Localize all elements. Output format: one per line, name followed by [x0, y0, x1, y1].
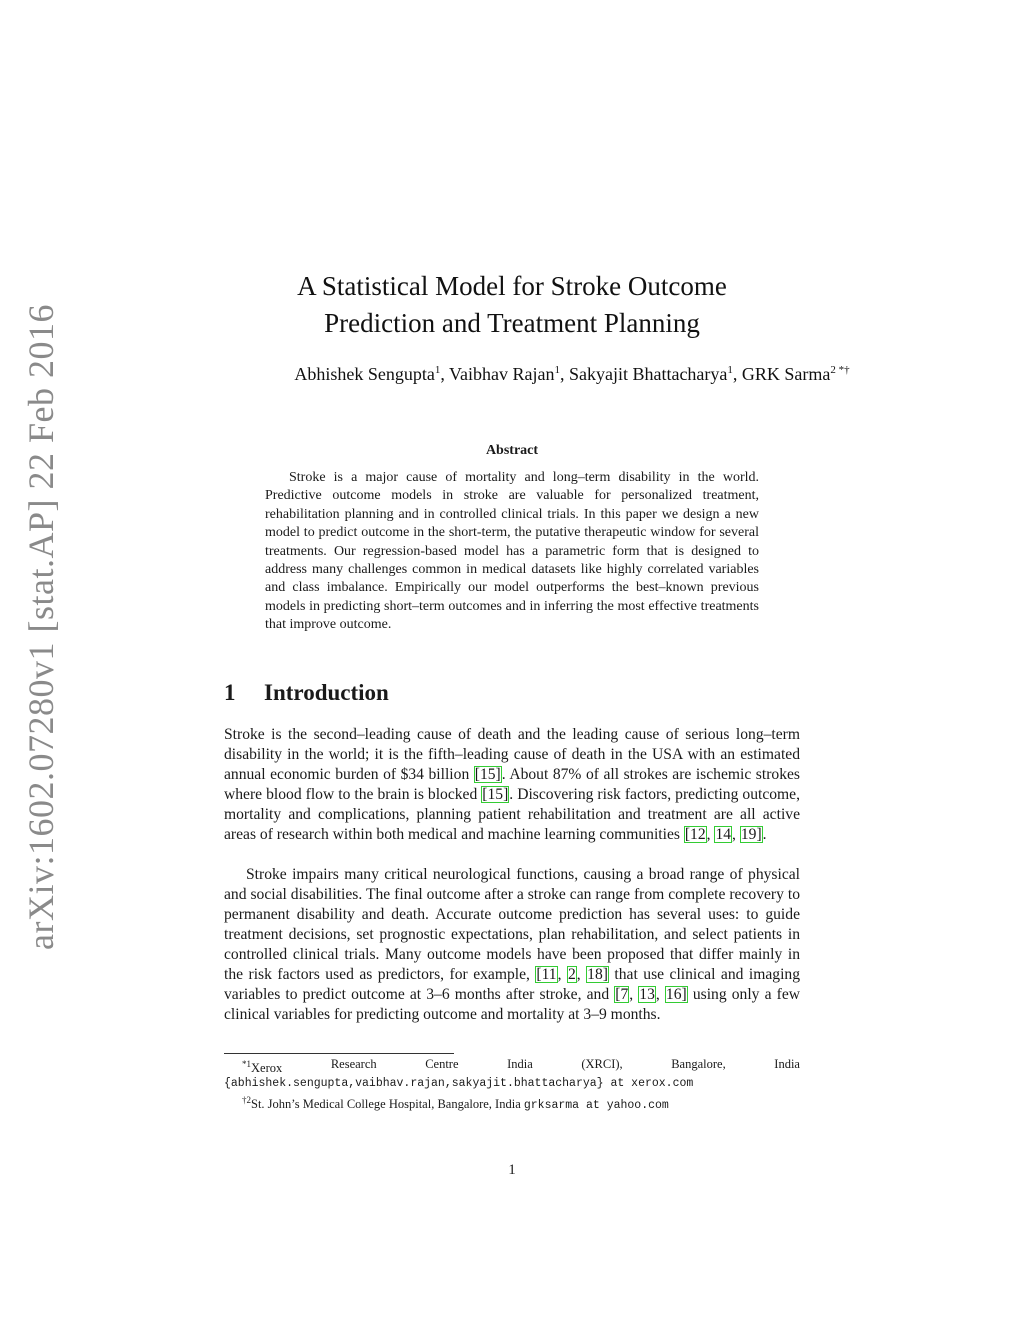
author-name: Vaibhav Rajan	[449, 364, 555, 384]
footnote-word: India	[774, 1057, 800, 1071]
title-line-2: Prediction and Treatment Planning	[324, 308, 700, 338]
paragraph-text: that use clinical and imaging variables to predict outcome at 3–6 months after stroke, and	[224, 966, 801, 1003]
citation-link[interactable]: [12	[684, 826, 706, 843]
paragraph-text: using only a few clinical variables for predicting outcome and mortality at 3–9 months.	[224, 986, 801, 1023]
footnote-1-emails: {abhishek.sengupta,vaibhav.rajan,sakyajit.bhattacharya} at xerox.com	[224, 1077, 694, 1091]
intro-paragraph-1	[224, 725, 800, 845]
paragraph-text: . Discovering risk factors, predicting outcome, mortality and complications, planning patient rehabilitation and treatment are all active areas of research within both medical and machine learning communities	[224, 786, 800, 843]
footnote-word: (XRCI),	[581, 1057, 623, 1071]
footnote-word: Research	[330, 1057, 377, 1071]
footnote-email: grksarma at yahoo.com	[523, 1099, 669, 1113]
citation-separator: ,	[576, 966, 587, 983]
section-title: Introduction	[264, 680, 389, 705]
footnote-word: India	[507, 1057, 533, 1071]
affiliation-mark: 1	[727, 364, 733, 376]
author-name: GRK Sarma	[741, 364, 831, 384]
paragraph-text: Stroke is the second–leading cause of death and the leading cause of serious long–term disability in the world; it is the fifth–leading cause of death in the USA with an estimated annual economic burden of $34 billion	[224, 726, 800, 783]
footnotes	[224, 1056, 800, 1114]
author-list: Abhishek Sengupta$^1$, Vaibhav Rajan$^1$, Sakyajit Bhattacharya$^1$, GRK Sarma$^{2 *\dagger}$	[294, 364, 850, 384]
footnote-word: Bangalore,	[671, 1057, 726, 1071]
author-name: Sakyajit Bhattacharya	[568, 364, 728, 384]
footnote-divider	[224, 1053, 454, 1054]
abstract-heading: Abstract	[485, 443, 539, 458]
paragraph-text: .	[762, 826, 767, 843]
section-number: 1	[224, 680, 236, 705]
footnote-word	[242, 1056, 282, 1076]
intro-paragraph-2	[224, 865, 800, 1025]
footnote-1-affiliation	[224, 1056, 800, 1076]
paper-title	[200, 268, 824, 342]
citation-link[interactable]: 14	[715, 826, 732, 843]
citation-separator: ,	[655, 986, 665, 1003]
citation-separator: ,	[732, 826, 740, 843]
citation-separator: ,	[629, 986, 639, 1003]
title-line-1: A Statistical Model for Stroke Outcome	[297, 271, 727, 301]
footnote-mark: †2	[242, 1095, 251, 1106]
citation-link[interactable]: [15]	[474, 766, 501, 783]
abstract-text: Stroke is a major cause of mortality and long–term disability in the world. Predictive outcome models in stroke are valuable for personalized treatment, rehabilitation planning and in controlled clinical trials. In this paper we design a new model to predict outcome in the short-term, the putative therapeutic window for several treatments. Our regression-based model has a parametric form that is designed to address many challenges common in medical datasets like highly correlated variables and class imbalance. Empirically our model outperforms the best–known previous models in predicting short–term outcomes and in inferring the most effective treatments that improve outcome.	[265, 470, 759, 633]
citation-separator: ,	[557, 966, 567, 983]
affiliation-mark: 1	[554, 364, 560, 376]
footnote-mark: *1	[242, 1059, 251, 1069]
affiliation-mark: 1	[434, 364, 441, 376]
affiliation-mark: 2 *†	[830, 364, 850, 376]
citation-link[interactable]: 18]	[587, 966, 608, 983]
paragraph-text: . About 87% of all strokes are ischemic strokes where blood flow to the brain is blocked	[224, 766, 800, 803]
citation-link[interactable]: [15]	[482, 786, 509, 803]
citation-link[interactable]: 19]	[740, 826, 762, 843]
paragraph-text: Stroke impairs many critical neurological functions, causing a broad range of physical and social disabilities. The final outcome after a stroke can range from complete recovery to permanent disability and death. Accurate outcome prediction has several uses: to guide treatment decisions, set prognostic expectations, plan rehabilitation, and select patients in controlled clinical trials. Many outcome models have been proposed that differ mainly in the risk factors used as predictors, for example,	[224, 866, 800, 983]
citation-link[interactable]: [7	[615, 986, 629, 1003]
citation-separator: ,	[706, 826, 715, 843]
footnote-word: Centre	[425, 1057, 459, 1071]
author-name: Abhishek Sengupta	[294, 364, 435, 384]
section-heading	[224, 680, 389, 706]
citation-link[interactable]: 2	[567, 966, 576, 983]
arxiv-side-stamp: arXiv:1602.07280v1 [stat.AP] 22 Feb 2016	[21, 304, 61, 950]
citation-link[interactable]: 13	[639, 986, 655, 1003]
footnote-text: St. John’s Medical College Hospital, Bangalore, India	[251, 1097, 524, 1112]
footnote-word-text: Xerox	[251, 1061, 283, 1076]
footnote-2	[224, 1092, 800, 1114]
citation-link[interactable]: [11	[536, 966, 557, 983]
citation-link[interactable]: 16]	[665, 986, 687, 1003]
page-number: 1	[508, 1162, 516, 1178]
